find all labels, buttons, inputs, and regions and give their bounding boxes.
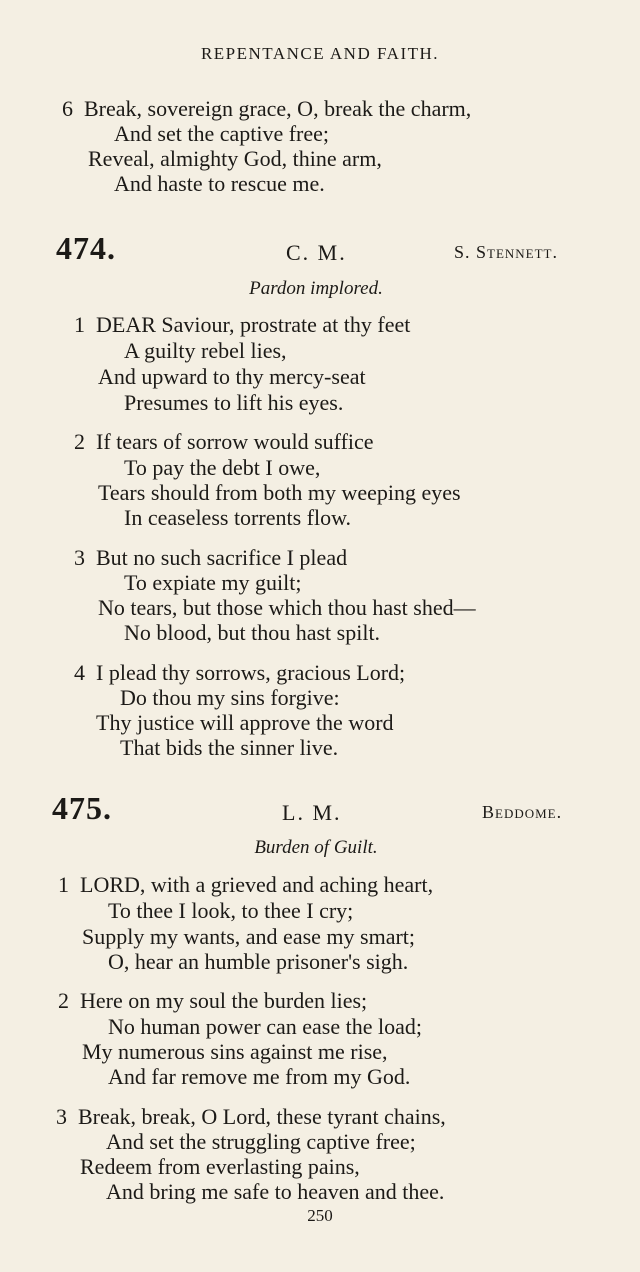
stanza-line: No blood, but thou hast spilt. [124,620,381,645]
hymn-title: Pardon implored. [249,278,383,299]
stanza-number: 3 [74,545,85,570]
stanza-line: And bring me safe to heaven and thee. [106,1179,445,1204]
stanza-number: 2 [58,988,69,1013]
stanza-number: 6 [62,96,73,121]
stanza-line: To expiate my guilt; [124,570,302,595]
stanza-line: Break, break, O Lord, these tyrant chains, [78,1104,446,1129]
stanza-number: 1 [74,312,85,337]
hymn-title: Burden of Guilt. [254,837,378,858]
stanza-line: No human power can ease the load; [108,1014,422,1039]
hymn-author: Beddome. [482,802,563,822]
stanza-line: A guilty rebel lies, [124,338,287,363]
stanza-line: But no such sacrifice I plead [96,545,348,570]
stanza-number: 2 [74,429,85,454]
stanza-line: And set the struggling captive free; [106,1129,416,1154]
stanza-number: 4 [74,660,85,685]
stanza-line: In ceaseless torrents flow. [124,505,352,530]
stanza-line: 6 Break, sovereign grace, O, break the charm, [62,96,472,121]
hymn-meter: C. M. [286,240,347,265]
stanza-line: I plead thy sorrows, gracious Lord; [96,660,406,685]
stanza-line: That bids the sinner live. [120,735,339,760]
stanza-line: And set the captive free; [114,121,330,146]
running-head: REPENTANCE AND FAITH. [200,44,440,63]
stanza-line: Tears should from both my weeping eyes [98,480,461,505]
stanza-line: And haste to rescue me. [114,171,325,196]
stanza-line: DEAR Saviour, prostrate at thy feet [96,312,411,337]
stanza-line: To pay the debt I owe, [124,455,321,480]
stanza-line: Do thou my sins forgive: [120,685,340,710]
stanza-line: O, hear an humble prisoner's sigh. [108,949,409,974]
stanza-line: And upward to thy mercy-seat [98,364,366,389]
stanza-line: Thy justice will approve the word [96,710,394,735]
stanza-line: Redeem from everlasting pains, [80,1154,360,1179]
hymn-meter: L. M. [282,800,342,825]
page-number: 250 [307,1206,333,1225]
stanza-line: Here on my soul the burden lies; [80,988,368,1013]
stanza-line: And far remove me from my God. [108,1064,411,1089]
stanza-line: My numerous sins against me rise, [82,1039,388,1064]
stanza-line: Presumes to lift his eyes. [124,390,344,415]
hymn-number: 475. [52,790,112,826]
stanza-line: Supply my wants, and ease my smart; [82,924,416,949]
stanza-line: LORD, with a grieved and aching heart, [80,872,434,897]
stanza-line: Reveal, almighty God, thine arm, [88,146,382,171]
stanza-line: If tears of sorrow would suffice [96,429,374,454]
stanza-number: 1 [58,872,69,897]
hymn-author: S. Stennett. [454,242,559,262]
hymn-number: 474. [56,230,116,266]
stanza-line: No tears, but those which thou hast shed— [98,595,476,620]
stanza-number: 3 [56,1104,67,1129]
stanza-line: To thee I look, to thee I cry; [108,898,354,923]
